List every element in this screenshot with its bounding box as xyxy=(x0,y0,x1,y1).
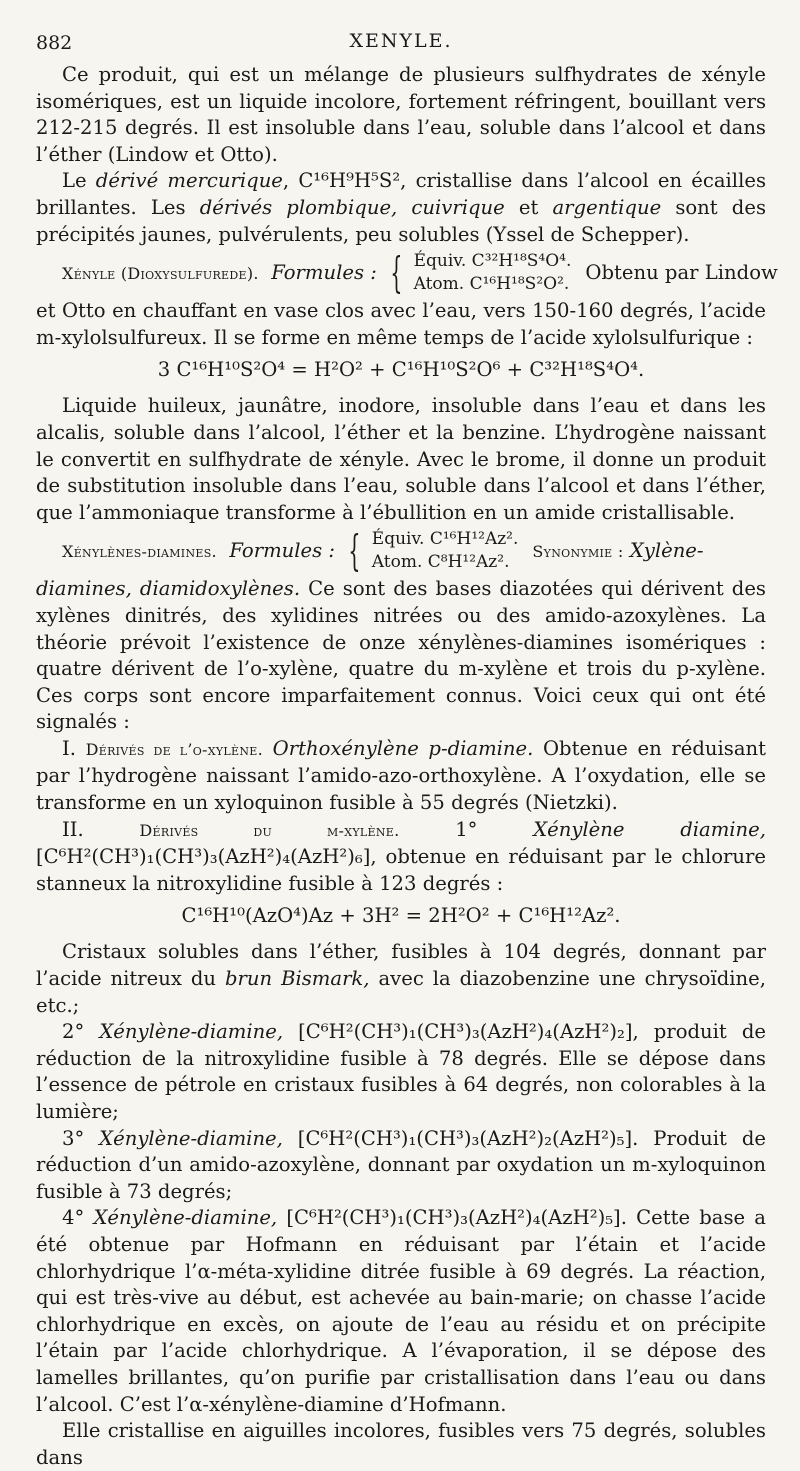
formules-label: Formules : xyxy=(271,260,377,284)
compound-name: Xénylènes-diamines. xyxy=(62,541,217,561)
formula-tail-text: Obtenu par Lindow xyxy=(585,261,778,285)
equation-xylolsulfureux: 3 C¹⁶H¹⁰S²O⁴ = H²O² + C¹⁶H¹⁰S²O⁶ + C³²H¹⁸S⁴O⁴. xyxy=(157,358,645,382)
paragraph-cristaux: Cristaux solubles dans l’éther, fusibles à 104 degrés, donnant par l’acide nitreux du brun Bismark, avec la diazobenzine une chrysoïdine, etc.; xyxy=(36,940,766,1017)
atom-formula: Atom. C⁸H¹²Az². xyxy=(371,552,510,573)
running-head: XENYLE. xyxy=(349,30,453,52)
equiv-formula: Équiv. C³²H¹⁸S⁴O⁴. xyxy=(413,251,572,272)
equation-nitroxylidine: C¹⁶H¹⁰(AzO⁴)Az + 3H² = 2H²O² + C¹⁶H¹²Az². xyxy=(181,904,621,928)
paragraph-sulfhydrates: Ce produit, qui est un mélange de plusieurs sulfhydrates de xényle isomériques, est un liquide incolore, fortement réfringent, bouillant vers 212-215 degrés. Il est insoluble dans l’eau, soluble dans l’alcool et dans l’éther (Lindow et Otto). xyxy=(36,63,766,166)
paragraph-m-xylene-2: 2° Xénylène-diamine, [C⁶H²(CH³)₁(CH³)₃(AzH²)₄(AzH²)₂], produit de réduction de la nitroxylidine fusible à 78 degrés. Elle se dépose dans l’essence de pétrole en cristaux fusibles à 64 degrés, non colorables à la lumière; xyxy=(36,1020,766,1123)
paragraph-diamines-intro: diamines, diamidoxylènes. Ce sont des bases diazotées qui dérivent des xylènes dinitrés, des xylidines nitrées ou des amido-azoxylènes. La théorie prévoit l’existence de onze xénylènes-diamines isomériques : quatre dérivent de l’o-xylène, quatre du m-xylène et trois du p-xylène. Ces corps sont encore imparfaitement connus. Voici ceux qui ont été signalés : xyxy=(36,577,766,734)
synonymie-label: Synonymie : xyxy=(532,541,624,561)
paragraph-derives-metalliques: Le dérivé mercurique, C¹⁶H⁹H⁵S², cristallise dans l’alcool en écailles brillantes. Les dérivés plombique, cuivrique et argentique sont des précipités jaunes, pulvérulents, peu solubles (Yssel de Schepper). xyxy=(36,169,766,246)
paragraph-m-xylene-1: II. Dérivés du m-xylène. 1° Xénylène diamine,[C⁶H²(CH³)₁(CH³)₃(AzH²)₄(AzH²)₆], obtenue en réduisant par le chlorure stanneux la nitroxylidine fusible à 123 degrés : xyxy=(36,817,766,895)
paragraph-o-xylene: I. Dérivés de l’o-xylène. Orthoxénylène p-diamine. Obtenue en réduisant par l’hydrogène naissant l’amido-azo-orthoxylène. A l’oxydation, elle se transforme en un xyloquinon fusible à 55 degrés (Nietzki). xyxy=(36,736,766,815)
atom-formula: Atom. C¹⁶H¹⁸S²O². xyxy=(413,274,570,295)
formula-block-dioxysulfurede xyxy=(36,248,778,298)
paragraph-m-xylene-4: 4° Xénylène-diamine, [C⁶H²(CH³)₁(CH³)₃(AzH²)₄(AzH²)₅]. Cette base a été obtenue par Hofmann en réduisant par l’étain et l’acide chlorhydrique l’α-méta-xylidine ditrée fusible à 69 degrés. La réaction, qui est très-vive au début, est achevée au bain-marie; on chasse l’acide chlorhydrique en excès, on ajoute de l’eau au résidu et on précipite l’étain par l’acide chlorhydrique. A l’évaporation, il se dépose des lamelles brillantes, qu’on purifie par cristallisation dans l’eau ou dans l’alcool. C’est l’α-xénylène-diamine d’Hofmann. xyxy=(36,1206,766,1416)
brace-glyph: { xyxy=(348,526,361,576)
paragraph-preparation: et Otto en chauffant en vase clos avec l’eau, vers 150-160 degrés, l’acide m-xylolsulfureux. Il se forme en même temps de l’acide xylolsulfurique : xyxy=(36,299,766,349)
formula-block-diamines xyxy=(36,528,766,574)
page-number: 882 xyxy=(36,32,73,54)
equiv-formula: Équiv. C¹⁶H¹²Az². xyxy=(371,529,519,550)
paragraph-m-xylene-3: 3° Xénylène-diamine, [C⁶H²(CH³)₁(CH³)₃(AzH²)₂(AzH²)₅]. Produit de réduction d’un amido-azoxylène, donnant par oxydation un m-xyloquinon fusible à 73 degrés; xyxy=(36,1126,766,1203)
brace-glyph: { xyxy=(390,248,403,298)
compound-name: Xényle (Dioxysulfurede). xyxy=(62,263,259,283)
formules-label: Formules : xyxy=(229,538,336,562)
paragraph-proprietes: Liquide huileux, jaunâtre, inodore, insoluble dans l’eau et dans les alcalis, soluble dans l’alcool, l’éther et la benzine. L’hydrogène naissant le convertit en sulfhydrate de xényle. Avec le brome, il donne un produit de substitution insoluble dans l’eau, soluble dans l’alcool et dans l’éther, que l’ammoniaque transforme à l’ébullition en un amide cristallisable. xyxy=(36,394,766,524)
synonymie-value: Xylène- xyxy=(629,538,704,562)
page-header xyxy=(36,24,766,62)
paragraph-cristallisation: Elle cristallise en aiguilles incolores, fusibles vers 75 degrés, solubles dans xyxy=(36,1419,766,1469)
